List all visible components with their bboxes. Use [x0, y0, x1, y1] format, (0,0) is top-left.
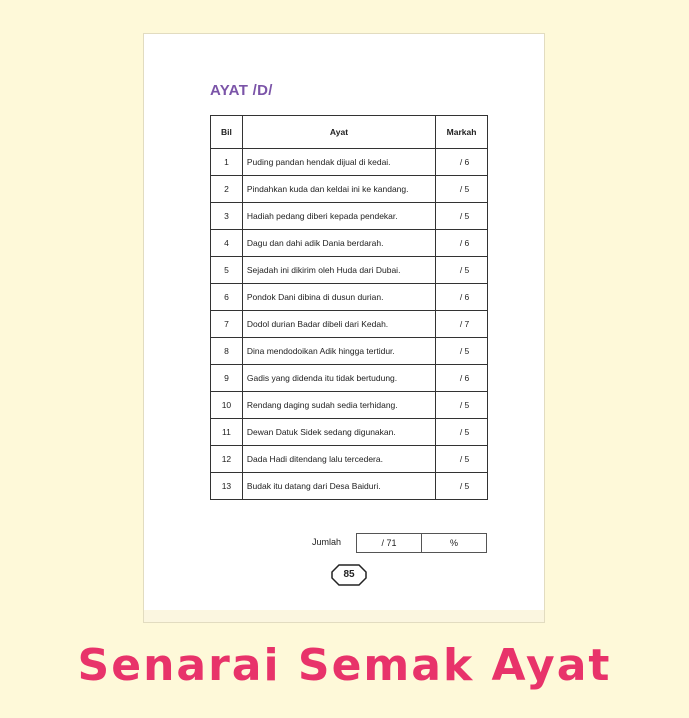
row-markah: / 5 — [436, 338, 488, 365]
row-markah: / 5 — [436, 203, 488, 230]
row-ayat: Dada Hadi ditendang lalu tercedera. — [242, 446, 435, 473]
row-markah: / 7 — [436, 311, 488, 338]
row-bil: 13 — [211, 473, 243, 500]
row-ayat: Dewan Datuk Sidek sedang digunakan. — [242, 419, 435, 446]
row-ayat: Hadiah pedang diberi kepada pendekar. — [242, 203, 435, 230]
header-bil: Bil — [211, 116, 243, 149]
row-bil: 7 — [211, 311, 243, 338]
row-markah: / 5 — [436, 419, 488, 446]
row-ayat: Sejadah ini dikirim oleh Huda dari Dubai. — [242, 257, 435, 284]
row-bil: 5 — [211, 257, 243, 284]
row-markah: / 5 — [436, 176, 488, 203]
row-markah: / 5 — [436, 446, 488, 473]
page-number: 85 — [343, 569, 355, 580]
row-ayat: Dagu dan dahi adik Dania berdarah. — [242, 230, 435, 257]
table-row — [211, 473, 488, 500]
row-markah: / 5 — [436, 473, 488, 500]
table-row — [211, 176, 488, 203]
table-row — [211, 257, 488, 284]
row-bil: 12 — [211, 446, 243, 473]
percent-box: % — [422, 533, 487, 553]
table-row — [211, 230, 488, 257]
table-row — [211, 338, 488, 365]
table-row — [211, 149, 488, 176]
table-header-row — [211, 116, 488, 149]
header-ayat: Ayat — [242, 116, 435, 149]
row-ayat: Dina mendodoikan Adik hingga tertidur. — [242, 338, 435, 365]
row-markah: / 6 — [436, 365, 488, 392]
table-row — [211, 365, 488, 392]
row-ayat: Puding pandan hendak dijual di kedai. — [242, 149, 435, 176]
total-score-box: / 71 — [356, 533, 422, 553]
row-bil: 8 — [211, 338, 243, 365]
row-ayat: Dodol durian Badar dibeli dari Kedah. — [242, 311, 435, 338]
document-page — [143, 33, 545, 623]
table-row — [211, 419, 488, 446]
table-row — [211, 284, 488, 311]
row-bil: 1 — [211, 149, 243, 176]
header-markah: Markah — [436, 116, 488, 149]
row-markah: / 6 — [436, 149, 488, 176]
page-bottom-strip — [144, 610, 544, 622]
row-bil: 2 — [211, 176, 243, 203]
row-ayat: Rendang daging sudah sedia terhidang. — [242, 392, 435, 419]
row-ayat: Gadis yang didenda itu tidak bertudung. — [242, 365, 435, 392]
row-bil: 3 — [211, 203, 243, 230]
jumlah-label: Jumlah — [312, 537, 342, 547]
row-ayat: Budak itu datang dari Desa Baiduri. — [242, 473, 435, 500]
table-row — [211, 446, 488, 473]
row-bil: 6 — [211, 284, 243, 311]
ayat-table — [210, 115, 488, 500]
row-markah: / 5 — [436, 257, 488, 284]
row-markah: / 5 — [436, 392, 488, 419]
row-bil: 10 — [211, 392, 243, 419]
row-bil: 11 — [211, 419, 243, 446]
row-markah: / 6 — [436, 230, 488, 257]
summary-row — [356, 533, 487, 553]
table-row — [211, 203, 488, 230]
table-row — [211, 392, 488, 419]
page-heading: AYAT /D/ — [210, 82, 273, 99]
banner-title: Senarai Semak Ayat — [77, 640, 612, 691]
row-markah: / 6 — [436, 284, 488, 311]
page-number-badge — [331, 564, 367, 586]
table-row — [211, 311, 488, 338]
row-bil: 4 — [211, 230, 243, 257]
row-bil: 9 — [211, 365, 243, 392]
row-ayat: Pondok Dani dibina di dusun durian. — [242, 284, 435, 311]
row-ayat: Pindahkan kuda dan keldai ini ke kandang. — [242, 176, 435, 203]
table-body — [211, 149, 488, 500]
